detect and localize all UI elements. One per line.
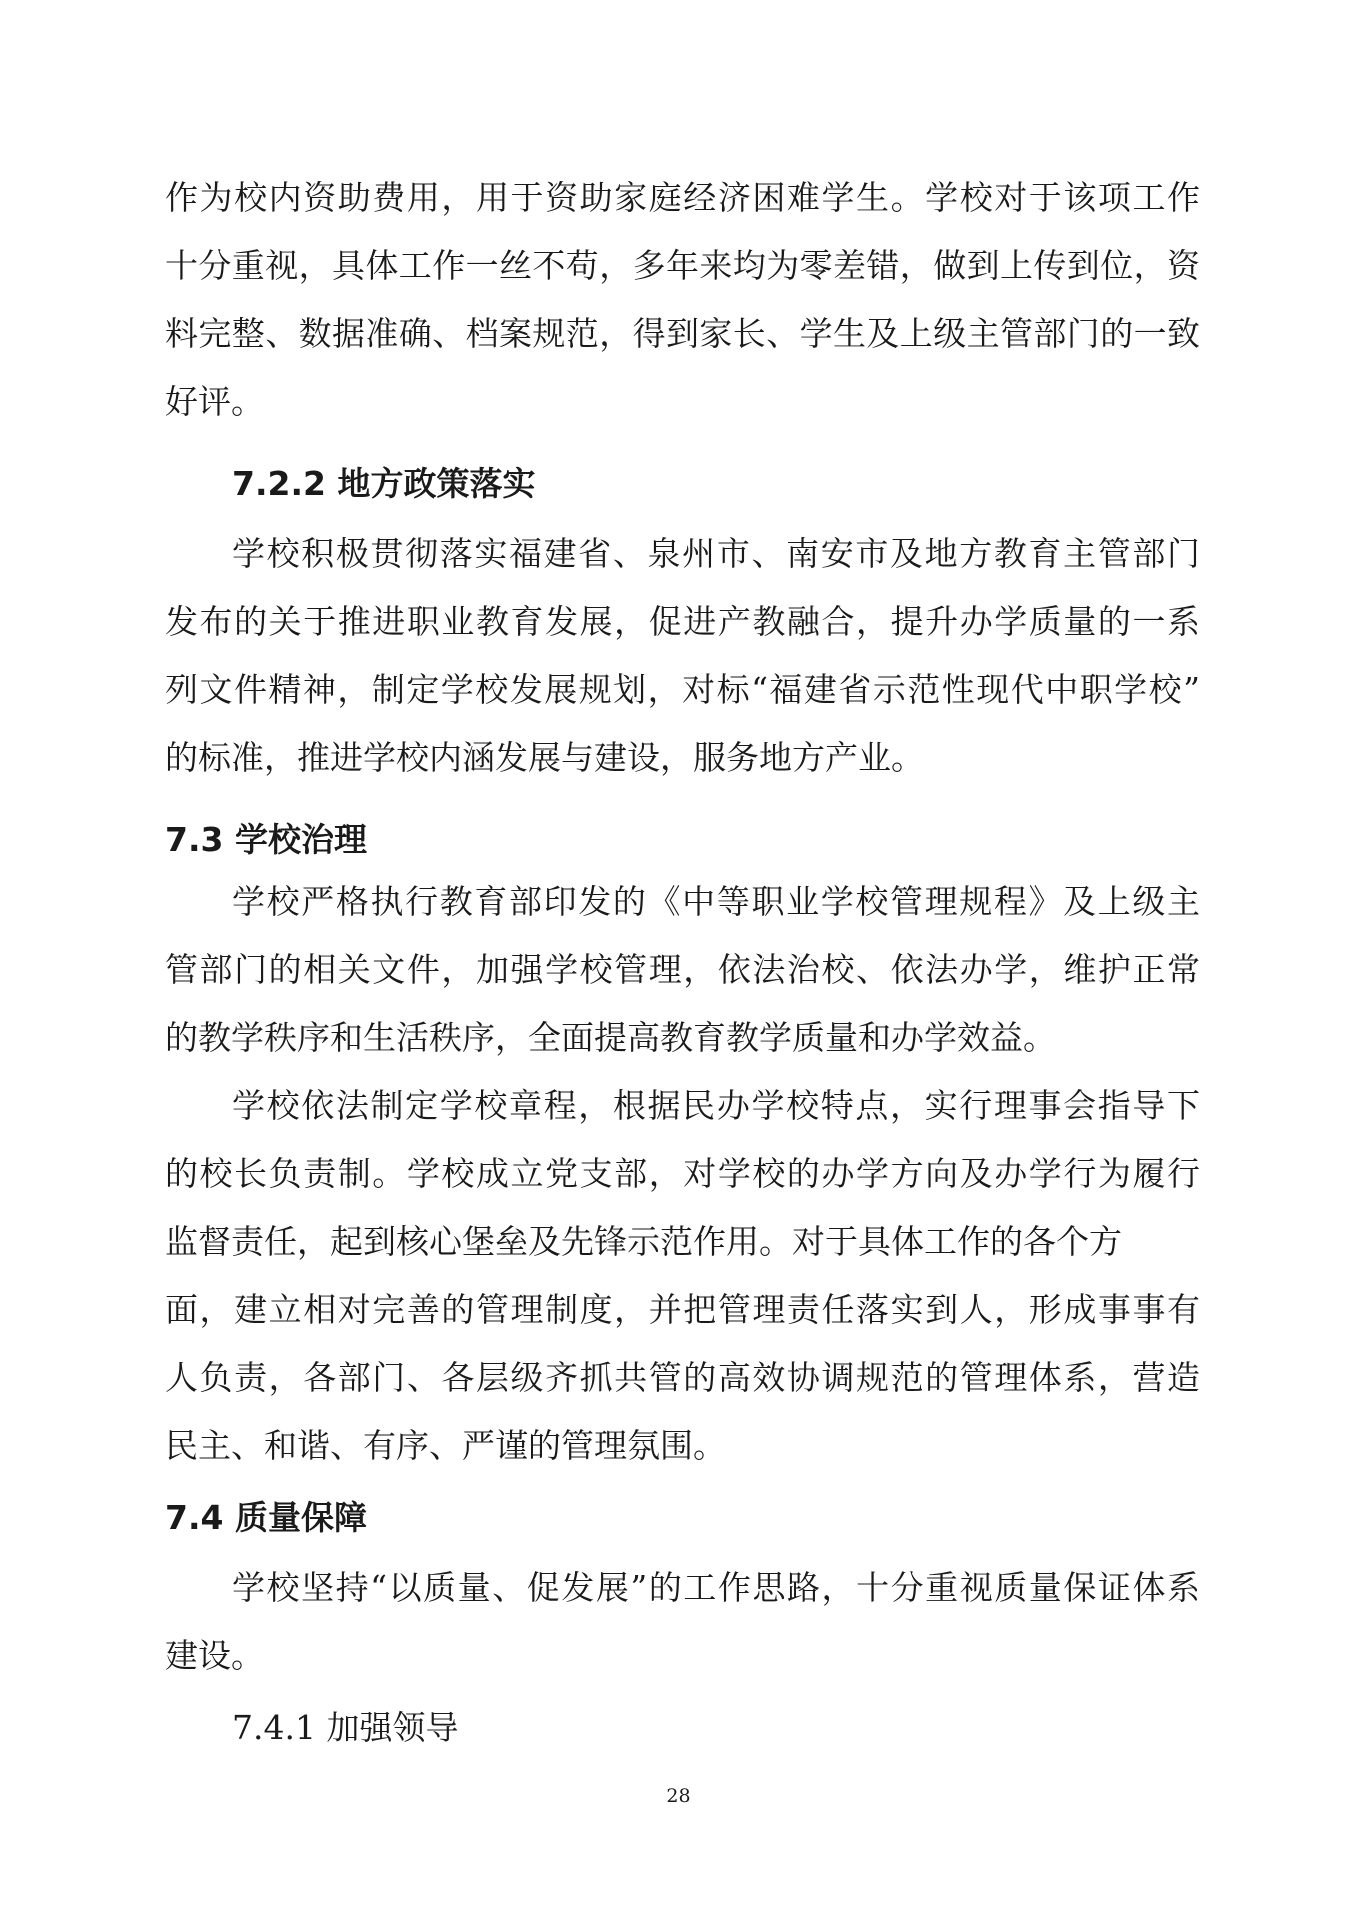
- paragraph-line: 监督责任，起到核心堡垒及先锋示范作用。对于具体工作的各个方: [165, 1222, 1122, 1261]
- paragraph-line: 学校依法制定学校章程，根据民办学校特点，实行理事会指导下: [232, 1086, 1200, 1125]
- paragraph-line: 的标准，推进学校内涵发展与建设，服务地方产业。: [165, 738, 924, 777]
- paragraph-line: 人负责，各部门、各层级齐抓共管的高效协调规范的管理体系，营造: [165, 1358, 1200, 1397]
- paragraph-line: 好评。: [165, 382, 264, 421]
- paragraph-line: 民主、和谐、有序、严谨的管理氛围。: [165, 1426, 726, 1465]
- section-heading-7-4-1: 7.4.1 加强领导: [232, 1708, 459, 1747]
- paragraph-line: 建设。: [165, 1636, 264, 1675]
- paragraph-line: 料完整、数据准确、档案规范，得到家长、学生及上级主管部门的一致: [165, 314, 1200, 353]
- section-heading-7-2-2: 7.2.2 地方政策落实: [232, 464, 536, 503]
- paragraph-line: 学校坚持“以质量、促发展”的工作思路，十分重视质量保证体系: [232, 1568, 1200, 1607]
- paragraph-line: 作为校内资助费用，用于资助家庭经济困难学生。学校对于该项工作: [165, 178, 1200, 217]
- paragraph-line: 十分重视，具体工作一丝不苟，多年来均为零差错，做到上传到位，资: [165, 246, 1200, 285]
- paragraph-line: 发布的关于推进职业教育发展，促进产教融合，提升办学质量的一系: [165, 602, 1200, 641]
- page-number: 28: [666, 1785, 691, 1807]
- paragraph-line: 的校长负责制。学校成立党支部，对学校的办学方向及办学行为履行: [165, 1154, 1200, 1193]
- paragraph-line: 管部门的相关文件，加强学校管理，依法治校、依法办学，维护正常: [165, 950, 1200, 989]
- section-heading-7-3: 7.3 学校治理: [165, 820, 367, 859]
- section-heading-7-4: 7.4 质量保障: [165, 1498, 367, 1537]
- paragraph-line: 面，建立相对完善的管理制度，并把管理责任落实到人，形成事事有: [165, 1290, 1200, 1329]
- paragraph-line: 学校严格执行教育部印发的《中等职业学校管理规程》及上级主: [232, 882, 1200, 921]
- paragraph-line: 列文件精神，制定学校发展规划，对标“福建省示范性现代中职学校”: [165, 670, 1200, 709]
- paragraph-line: 的教学秩序和生活秩序，全面提高教育教学质量和办学效益。: [165, 1018, 1056, 1057]
- paragraph-line: 学校积极贯彻落实福建省、泉州市、南安市及地方教育主管部门: [232, 534, 1200, 573]
